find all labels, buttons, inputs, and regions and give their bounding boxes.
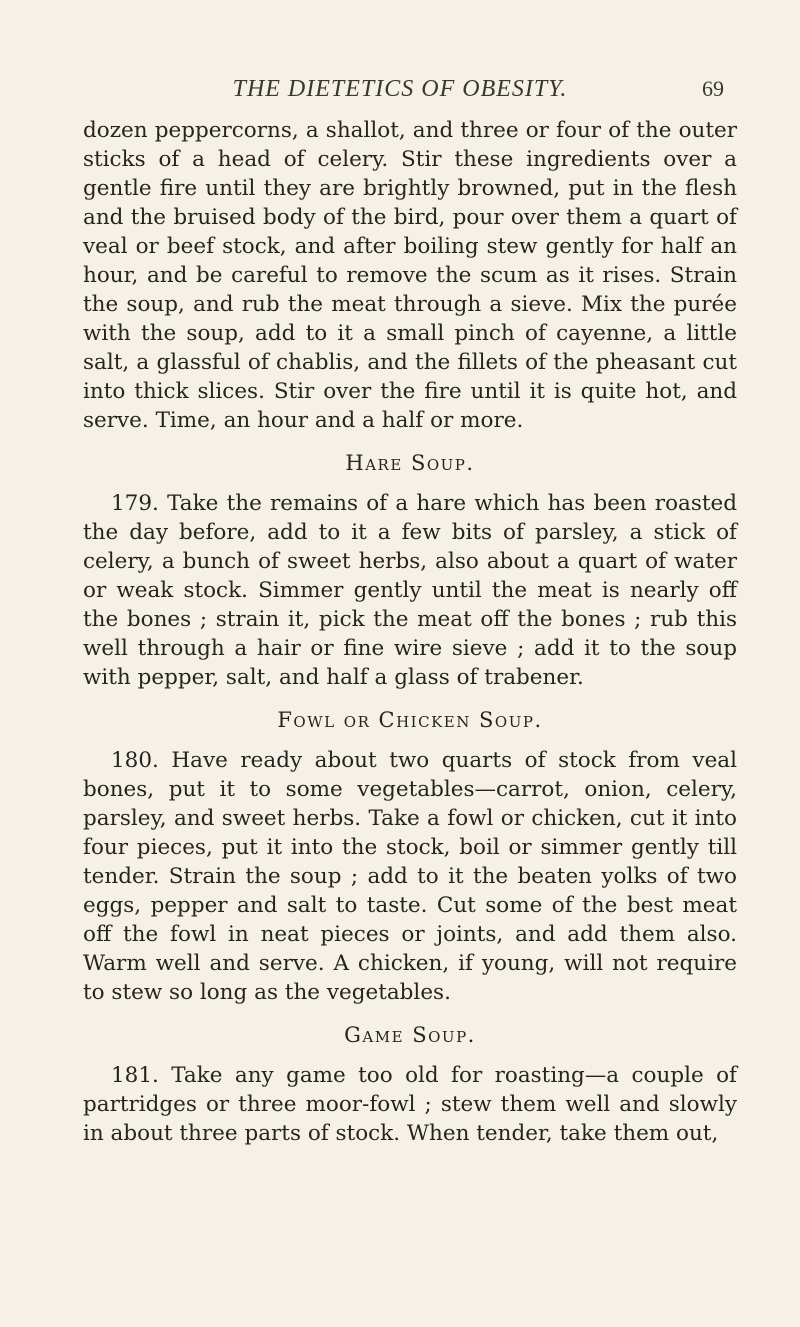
section-heading-fowl-or-chicken-soup: Fowl or Chicken Soup. [277,708,543,732]
section-heading-game-soup: Game Soup. [344,1023,476,1047]
body-text [83,116,737,1148]
page-number: 69 [702,76,724,101]
recipe-181-paragraph: 181. Take any game too old for roasting—a couple of partridges or three moor-fowl ; stew them well and slowly in about three parts of stock. When tender, take them out, [83,1063,737,1146]
running-head-title: THE DIETETICS OF OBESITY. [232,76,568,102]
recipe-179-paragraph: 179. Take the remains of a hare which has been roasted the day before, add to it a few bits of parsley, a stick of celery, a bunch of sweet herbs, also about a quart of water or weak stock. Simmer gently until the meat is nearly off the bones ; strain it, pick the meat off the bones ; rub this well through a hair or fine wire sieve ; add it to the soup with pepper, salt, and half a glass of trabener. [83,491,737,690]
opening-paragraph: dozen peppercorns, a shallot, and three or four of the outer sticks of a head of celery. Stir these ingredients over a gentle fire until they are brightly browned, put in the flesh and the bruised body of the bird, pour over them a quart of veal or beef stock, and after boiling stew gently for half an hour, and be careful to remove the scum as it rises. Strain the soup, and rub the meat through a sieve. Mix the purée with the soup, add to it a small pinch of cayenne, a little salt, a glassful of chablis, and the fillets of the pheasant cut into thick slices. Stir over the fire until it is quite hot, and serve. Time, an hour and a half or more. [83,118,737,433]
section-heading-hare-soup: Hare Soup. [345,451,475,475]
recipe-180-paragraph: 180. Have ready about two quarts of stock from veal bones, put it to some vegetables—carrot, onion, celery, parsley, and sweet herbs. Take a fowl or chicken, cut it into four pieces, put it into the stock, boil or simmer gently till tender. Strain the soup ; add to it the beaten yolks of two eggs, pepper and salt to taste. Cut some of the best meat off the fowl in neat pieces or joints, and add them also. Warm well and serve. A chicken, if young, will not require to stew so long as the vegetables. [83,748,737,1005]
